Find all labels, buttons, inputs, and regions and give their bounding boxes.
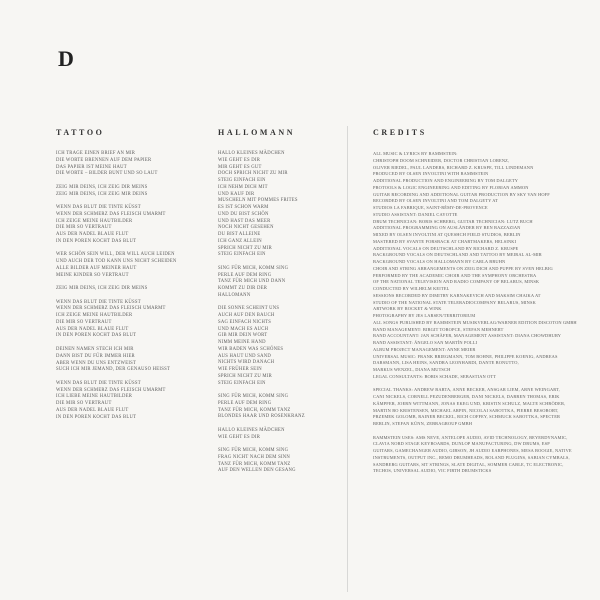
- credits-line: ALL MUSIC & LYRICS BY RAMMSTEIN:: [373, 151, 458, 156]
- lyric-line: ICH ZEIGE MEINE HAUTBILDER: [56, 218, 133, 224]
- credits-line: STUDIO ASSISTANT: DANIEL CAYOTTE: [373, 211, 458, 217]
- credits-line: LEGAL CONSULTANTS: BORIS SCHADE, SEBASTIAN OTT: [373, 373, 497, 379]
- hallomann-lyrics-column: [218, 128, 343, 482]
- lyric-line: WENN DER SCHMERZ DAS FLEISCH UMARMT: [56, 306, 166, 312]
- lyric-line: TANZ FÜR MICH UND DANN: [218, 279, 286, 285]
- lyrics-body: [218, 151, 343, 475]
- lyric-line: IN DEN POREN KOCHT DAS BLUT: [56, 333, 137, 339]
- lyric-line: SAG EINFACH NICHTS: [218, 319, 272, 325]
- credits-line: DRUM TECHNICIAN: BORIS SCHBERG, GUITAR TECHNICIAN: LUTZ BUCH: [373, 218, 533, 224]
- lyric-line: WIE FRÜHER SEIN: [218, 367, 262, 373]
- lyric-line: MIR GEHT ES GUT: [218, 164, 262, 170]
- credits-line: PRODUCED BY OLSEN INVOLTINI WITH RAMMSTEIN: [373, 171, 489, 177]
- credits-line: BAND ASSISTANT: ÁNGELO SAN MARTÍN POLLI: [373, 340, 478, 345]
- credits-line: OF THE NATIONAL TELEVISION AND RADIO COMPANY OF BELARUS, MINSK: [373, 279, 540, 285]
- credits-line: CANI NICKELS, CORNELL PEZUDENBERGER, DANI NICKELS, DARREN THOMAS, ERIK: [373, 394, 560, 400]
- credits-line: STUDIOS LA FABRIQUE, SAINT-RÉMY-DE-PROVENCE: [373, 205, 488, 210]
- lyric-line: ICH GANZ ALLEIN: [218, 238, 262, 244]
- credits-line: GUITARS, GAMECHANGER AUDIO, GIBSON, JH AUDIO EARPHONES, MESA BOOGIE, NATIVE: [373, 448, 572, 454]
- credits-line: OLIVER RIEDEL, PAUL LANDERS, RICHARD Z. KRUSPE, TILL LINDEMANN: [373, 164, 534, 170]
- credits-line: CHRISTOPH DOOM SCHNEIDER, DOCTOR CHRISTIAN LORENZ,: [373, 157, 510, 163]
- lyric-line: ICH ZEIGE MEINE HAUTBILDER: [56, 313, 133, 319]
- credits-line: CHOIR AND STRING ARRANGEMENTS ON ZEIG DICH AND PUPPE BY SVEN HELBIG: [373, 265, 553, 271]
- lyric-line: WIE GEHT ES DIR: [218, 434, 261, 440]
- lyric-line: ZEIG MIR DEINS, ICH ZEIG DIR MEINS: [56, 286, 148, 292]
- lyric-line: SING FÜR MICH, KOMM SING: [218, 265, 289, 271]
- credits-line: KÄMPFER, JOERN WITTMANN, JONAS EKEG UND, KRISTIN SCHULZ, MALTE SCHRÖDER,: [373, 400, 566, 406]
- credits-line: BAND MANAGEMENT: BIRGIT TOROPCE, STEFAN MEHNERT: [373, 326, 504, 332]
- credits-column: [373, 128, 577, 482]
- lyric-line: IN DEN POREN KOCHT DAS BLUT: [56, 238, 137, 244]
- credits-line: UNIVERSAL MUSIC: FRANK BRIEGMANN, TOM BOHNE, PHILIPPE KOENIG, ANDREAS: [373, 353, 558, 359]
- stanza: [56, 381, 206, 422]
- lyric-line: DEINEN NAMEN STECH ICH MIR: [56, 347, 134, 353]
- lyric-line: DIE SONNE SCHEINT UNS: [218, 306, 280, 312]
- stanza: [56, 151, 206, 178]
- lyric-line: SING FÜR MICH, KOMM SING: [218, 394, 289, 400]
- credits-line: MARKUS WENZEL, DIANA MUTSCH: [373, 367, 451, 372]
- lyrics-body: [56, 151, 206, 421]
- credits-line: SPECIAL THANKS: ANDREW BARTA, ANNE BECKER, ANSGAR LIEM, ARNE WEINGART,: [373, 387, 560, 393]
- credits-line: PROTOOLS & LOGIC ENGINEERING AND EDITING BY FLORIAN AMMON: [373, 184, 529, 190]
- lyric-line: DANN BIST DU FÜR IMMER HIER: [56, 353, 135, 359]
- credits-body: [373, 151, 577, 475]
- credits-line: BAND ACCOUNTANT: JAN SCHÄFER, MANAGEMENT ASSISTANT: DIANA CHOWDHURY: [373, 333, 562, 339]
- section-letter: D: [58, 46, 74, 71]
- lyric-line: WENN DER SCHMERZ DAS FLEISCH UMARMT: [56, 211, 166, 217]
- credits-line: CLAVIA NORD STAGE KEYBOARDS, DUNLOP MANUFACTURING, DW DRUMS, ESP: [373, 441, 550, 447]
- lyric-line: WIR BADEN WAS SCHÖNES: [218, 346, 284, 352]
- lyric-line: STEIG EINFACH EIN: [218, 178, 266, 183]
- lyric-line: NIMM MEINE HAND: [218, 340, 266, 346]
- lyric-line: ICH NEHM DICH MIT: [218, 184, 268, 190]
- lyric-line: ES IST SCHON WARM: [218, 205, 269, 210]
- lyric-line: NICHTS WIRD DANACH: [218, 360, 275, 366]
- credits-paragraph: [373, 387, 566, 428]
- lyric-line: AUCH AUF DEN BAUCH: [218, 313, 275, 319]
- credits-line: RAMMSTEIN USES: AMS NEVE, ANTELOPE AUDIO, AVID TECHNOLOGY, BEYERDYNAMIC,: [373, 434, 568, 440]
- lyric-line: DAS PAPIER IST MEINE HAUT: [56, 164, 127, 170]
- column-divider: [347, 126, 348, 592]
- lyric-line: WER SCHÖN SEIN WILL, DER WILL AUCH LEIDEN: [56, 252, 175, 258]
- lyric-line: UND MACH ES AUCH: [218, 326, 269, 332]
- credits-line: MASTERED BY SVANTE FORSBACK AT CHARTMAKERS, HELSINKI: [373, 238, 517, 244]
- credits-line: ADDITIONAL PRODUCTION AND ENGINEERING BY TOM DALGETY: [373, 178, 519, 183]
- lyric-line: PERLE AUF DEM RING: [218, 400, 272, 406]
- lyric-line: BLONDES HAAR UND ROSENKRANZ: [218, 414, 305, 420]
- lyric-line: MEINE KINDER SO VERTRAUT: [56, 272, 129, 278]
- lyric-line: ZEIG MIR DEINS, ICH ZEIG MIR DEINS: [56, 191, 148, 197]
- stanza: [56, 347, 206, 374]
- credits-line: ADDITIONAL PROGRAMMING ON AUSLÄNDER BY BEN BAZZAZIAN: [373, 225, 521, 231]
- song-title-hallomann: HALLOMANN: [218, 128, 296, 137]
- lyric-line: SING FÜR MICH, KOMM SING: [218, 448, 289, 454]
- credits-line: RECORDED BY OLSEN INVOLTINI AND TOM DALGETY AT: [373, 198, 498, 204]
- credits-line: MARTIN BO KRISTENSEN, MICHAEL ARPIN, NICOLAI SABOTTKA, PIERRE BESOBORT,: [373, 407, 559, 413]
- song-title-tattoo: TATTOO: [56, 128, 105, 137]
- lyric-line: STEIG EINFACH EIN: [218, 380, 266, 386]
- stanza: [56, 252, 206, 279]
- lyric-line: HALLOMANN: [218, 292, 251, 298]
- lyric-line: AUS DER NADEL BLAUE FLUT: [56, 326, 129, 332]
- lyric-line: MUSCHELN MIT POMMES FRITES: [218, 198, 298, 204]
- credits-line: ARTWORK BY ROCKET & WINK: [373, 306, 442, 312]
- lyric-line: WIE GEHT ES DIR: [218, 157, 261, 163]
- credits-line: PERFORMED BY THE ACADEMIC CHOIR AND THE SYMPHONY ORCHESTRA: [373, 272, 537, 278]
- lyric-line: WENN DAS BLUT DIE TINTE KÜSST: [56, 205, 141, 211]
- credits-line: PHOTOGRAPHY BY JES LARSEN/TERRITORIUM: [373, 313, 476, 318]
- lyric-line: UND AUCH DER TOD KANN UNS NICHT SCHEIDEN: [56, 259, 177, 265]
- stanza: [56, 185, 206, 199]
- lyric-line: AUS DER NADEL BLAUE FLUT: [56, 407, 129, 413]
- credits-line: MIXED BY OLSEN INVOLTINI AT QUESHCH FIELD STUDIOS, BERLIN: [373, 232, 521, 237]
- stanza: [56, 300, 206, 341]
- credits-line: BACKGROUND VOCALS ON HALLOMANN BY CARLA BRUHN: [373, 259, 506, 264]
- stanza: [56, 286, 206, 293]
- credits-line: PRZEMEK GOLOMB, RAINER BECKEL, RICH COFFEY, SCHMUCK SABOTTKA, SPECTER: [373, 414, 561, 420]
- credits-line: STUDIO OF THE NATIONAL STATE TELERADIOCOMPANY BELARUS, MINSK: [373, 299, 536, 305]
- credits-line: GUITAR RECORDING AND ADDITIONAL GUITAR PRODUCTION BY SKY VAN HOFF: [373, 191, 550, 197]
- lyric-line: UND HAST DAS MEER: [218, 218, 271, 224]
- stanza: [218, 151, 343, 259]
- credits-line: TECHOS, UNIVERSAL AUDIO, VIC FIRTH DRUMSTICKS: [373, 468, 492, 474]
- credits-line: SANDBERG GUITARS, SIT STRINGS, SLATE DIGITAL, SOMMER CABLE, TC ELECTRONIC,: [373, 461, 564, 467]
- lyric-line: DU BIST ALLEINE: [218, 232, 261, 237]
- lyric-line: NOCH NICHT GESEHEN: [218, 225, 274, 231]
- lyric-line: DOCH SPRICH NICHT ZU MIR: [218, 171, 288, 177]
- lyric-line: ZEIG MIR DEINS, ICH ZEIG DIR MEINS: [56, 184, 148, 190]
- lyric-line: ICH LIEBE MEINE HAUTBILDER: [56, 394, 133, 400]
- lyric-line: DIE WORTE BRENNEN AUF DEM PAPIER: [56, 157, 152, 163]
- lyric-line: SPRICH NICHT ZU MIR: [218, 373, 273, 379]
- stanza: [56, 205, 206, 246]
- credits-line: BERLIN, STEFAN KÜNN, ZEBRAGROUP GMBH: [373, 421, 473, 427]
- credits-line: ALL SONGS PUBLISHED BY RAMMSTEIN MUSIKVERLAG/WARNER EDITION DISCOTON GMBH: [373, 319, 577, 325]
- lyric-line: PERLE AUF DEM RING: [218, 272, 272, 278]
- credits-line: ADDITIONAL VOCALS ON DEUTSCHLAND BY RICHARD Z. KRUSPE: [373, 245, 519, 251]
- lyric-line: ICH TRAGE EINEN BRIEF AN MIR: [56, 151, 136, 156]
- lyric-line: TANZ FÜR MICH, KOMM TANZ: [218, 461, 291, 467]
- lyric-line: DIE MIR SO VERTRAUT: [56, 225, 112, 231]
- lyric-line: ABER WENN DU UNS ENTZWEIST: [56, 360, 137, 366]
- lyric-line: IN DEN POREN KOCHT DAS BLUT: [56, 414, 137, 420]
- lyric-line: SPRICH NICHT ZU MIR: [218, 245, 273, 251]
- stanza: [218, 448, 343, 475]
- lyric-line: UND KAUF DIR: [218, 191, 255, 197]
- lyric-line: AUF DEN WELLEN DEN GESANG: [218, 468, 296, 474]
- lyric-line: AUS HAUT UND SAND: [218, 353, 271, 359]
- lyric-line: WENN DER SCHMERZ DAS FLEISCH UMARMT: [56, 387, 166, 393]
- lyric-line: UND DU BIST SCHÖN: [218, 211, 269, 217]
- credits-line: ALBUM PROJECT MANAGEMENT: ANNE MEIER: [373, 346, 476, 352]
- tattoo-lyrics-column: [56, 128, 206, 428]
- lyric-line: HALLO KLEINES MÄDCHEN: [218, 427, 285, 433]
- lyric-line: TANZ FÜR MICH, KOMM TANZ: [218, 407, 291, 413]
- stanza: [218, 428, 343, 442]
- stanza: [218, 394, 343, 421]
- lyric-line: KOMMT ZU DIR DER: [218, 286, 268, 292]
- credits-line: CONDUCTED BY WILHELM KEITEL: [373, 286, 450, 291]
- lyric-line: HALLO KLEINES MÄDCHEN: [218, 151, 285, 156]
- lyric-line: GIB MIR DEIN WORT: [218, 333, 268, 339]
- credits-line: SESSIONS RECORDED BY DIMITRY KARNAKEVICH AND MAKSIM CHAIKA AT: [373, 292, 541, 298]
- lyric-line: WENN DAS BLUT DIE TINTE KÜSST: [56, 380, 141, 386]
- credits-title: CREDITS: [373, 128, 427, 137]
- lyric-line: STEIG EINFACH EIN: [218, 252, 266, 258]
- stanza: [218, 306, 343, 387]
- credits-line: DARSMANN, LISA HEINS, SANDRA LEONHARDI, DANTE BONUTTO,: [373, 360, 519, 366]
- credits-line: INSTRUMENTS, OUTPUT INC., REMO DRUMHEADS, ROLAND PLUGINS, SABIAN CYMBALS,: [373, 454, 570, 460]
- lyric-line: ALLE BILDER AUF MEINER HAUT: [56, 265, 137, 271]
- lyric-line: SUCH ICH MIR JEMAND, DER GENAUSO HEISST: [56, 367, 171, 373]
- lyric-line: DIE WORTE – BILDER BUNT UND SO LAUT: [56, 171, 158, 177]
- credits-paragraph: [373, 434, 572, 476]
- stanza: [218, 266, 343, 300]
- credits-paragraph: [373, 151, 577, 381]
- credits-line: BACKGROUND VOCALS ON DEUTSCHLAND AND TATTOO BY MEIRAL AL-MIR: [373, 252, 542, 258]
- lyric-line: AUS DER NADEL BLAUE FLUT: [56, 232, 129, 238]
- lyric-line: FRAG NICHT NACH DEM SINN: [218, 454, 291, 460]
- lyric-line: WENN DAS BLUT DIE TINTE KÜSST: [56, 299, 141, 305]
- lyric-line: DIE MIR SO VERTRAUT: [56, 319, 112, 325]
- lyric-line: DIE MIR SO VERTRAUT: [56, 401, 112, 407]
